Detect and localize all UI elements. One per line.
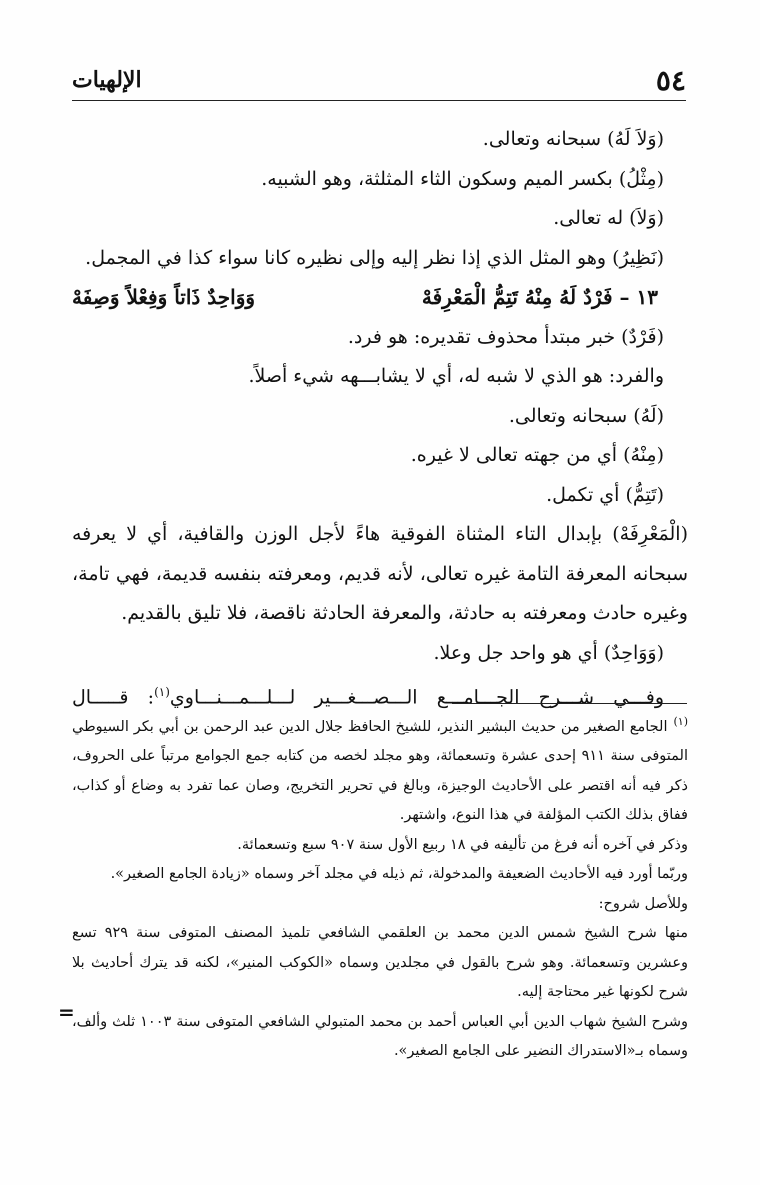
verse-first-hemistich: ١٣ – فَرْدٌ لَهُ مِنْهُ تَتِمُّ الْمَعْرِفَهْ [421,285,658,309]
text-line: (نَظِيرُ) وهو المثل الذي إذا نظر إليه وإلى نظيره كانا سواء كذا في المجمل. [85,246,664,269]
main-text [72,120,688,718]
continuation-mark: = [58,1000,75,1024]
text-line: والفرد: هو الذي لا شبه له، أي لا يشابـــهه شيء أصلاً. [248,365,664,387]
text-line: (وَلاَ لَهُ) سبحانه وتعالى. [482,128,664,150]
footnote-line: وشرح الشيخ شهاب الدين أبي العباس أحمد بن محمد المتبولي الشافعي المتوفى سنة ١٠٠٣ ثلث وألف، وسماه بـ«الاستدراك النضير على الجامع الصغير». [72,1013,688,1060]
verse-second-hemistich: وَوَاحِدٌ ذَاتاً وَفِعْلاً وَصِفَهْ [72,285,256,309]
text-line: (فَرْدٌ) خبر مبتدأ محذوف تقديره: هو فرد. [347,325,664,348]
running-title: الإلهيات [72,67,142,93]
poem-verse [72,278,688,318]
page-header [72,60,686,101]
page-number: ٥٤ [655,63,686,97]
footnotes [72,707,688,1067]
footnote-marker: (١) [673,715,688,728]
text-paragraph: (الْمَعْرِفَهْ) بإبدال التاء المثناة الفوقية هاءً لأجل الوزن والقافية، أي لا يعرفه سبحانه المعرفة التامة غيره تعالى، لأنه قديم، ومعرفته بنفسه قديمة، فهي تامة، وغيره حادث ومعرفته به حادثة، والمعرفة الحادثة ناقصة، فلا تليق بالقديم. [72,523,688,624]
text-line: (وَوَاحِدٌ) أي هو واحد جل وعلا. [433,641,664,664]
footnote-line: وربّما أورد فيه الأحاديث الضعيفة والمدخولة، ثم ذيله في مجلد آخر وسماه «زيادة الجامع الصغير». [110,866,688,883]
text-line: (مِثْلُ) بكسر الميم وسكون الثاء المثلثة، وهو الشبيه. [261,167,664,190]
footnote-line: منها شرح الشيخ شمس الدين محمد بن العلقمي الشافعي تلميذ المصنف المتوفى سنة ٩٢٩ تسع وعشرين وتسعمائة. وهو شرح بالقول في مجلدين وسماه «الكوكب المنير»، لكنه قد يترك أحاديث بلا شرح لكونها غير محتاجة إليه. [72,925,688,1001]
text-line: (تَتِمُّ) أي تكمل. [546,483,664,506]
text-line: (مِنْهُ) أي من جهته تعالى لا غيره. [410,444,664,466]
footnote-separator [452,703,687,704]
footnote-line: وذكر في آخره أنه فرغ من تأليفه في ١٨ ربيع الأول سنة ٩٠٧ سبع وتسعمائة. [237,836,688,853]
footnote-reference: (١) [154,685,170,699]
footnote-line: وللأصل شروح: [598,895,688,912]
text-fragment: وفـــي شـــرح الجـــامـــع الـــصـــغـــير لـــلـــمـــنـــاوي [169,686,664,709]
text-line: (لَهُ) سبحانه وتعالى. [508,404,664,427]
footnote [72,707,688,831]
footnote-text: الجامع الصغير من حديث البشير النذير، للشيخ الحافظ جلال الدين عبد الرحمن بن أبي بكر السيوطي المتوفى سنة ٩١١ إحدى عشرة وتسعمائة، وهو مجلد لخصه من كتابه جمع الجوامع مرتباً على الحروف، ذكر فيه أنه اقتصر على الأحاديث الوجيزة، وبالغ في تحرير التخريج، وصان عما تفرد به وضاع أو كذاب، ففاق بذلك الكتب المؤلفة في هذا النوع، واشتهر. [72,718,688,824]
text-fragment: : قـــــال [72,686,155,709]
text-line: (وَلاَ) له تعالى. [553,207,664,229]
